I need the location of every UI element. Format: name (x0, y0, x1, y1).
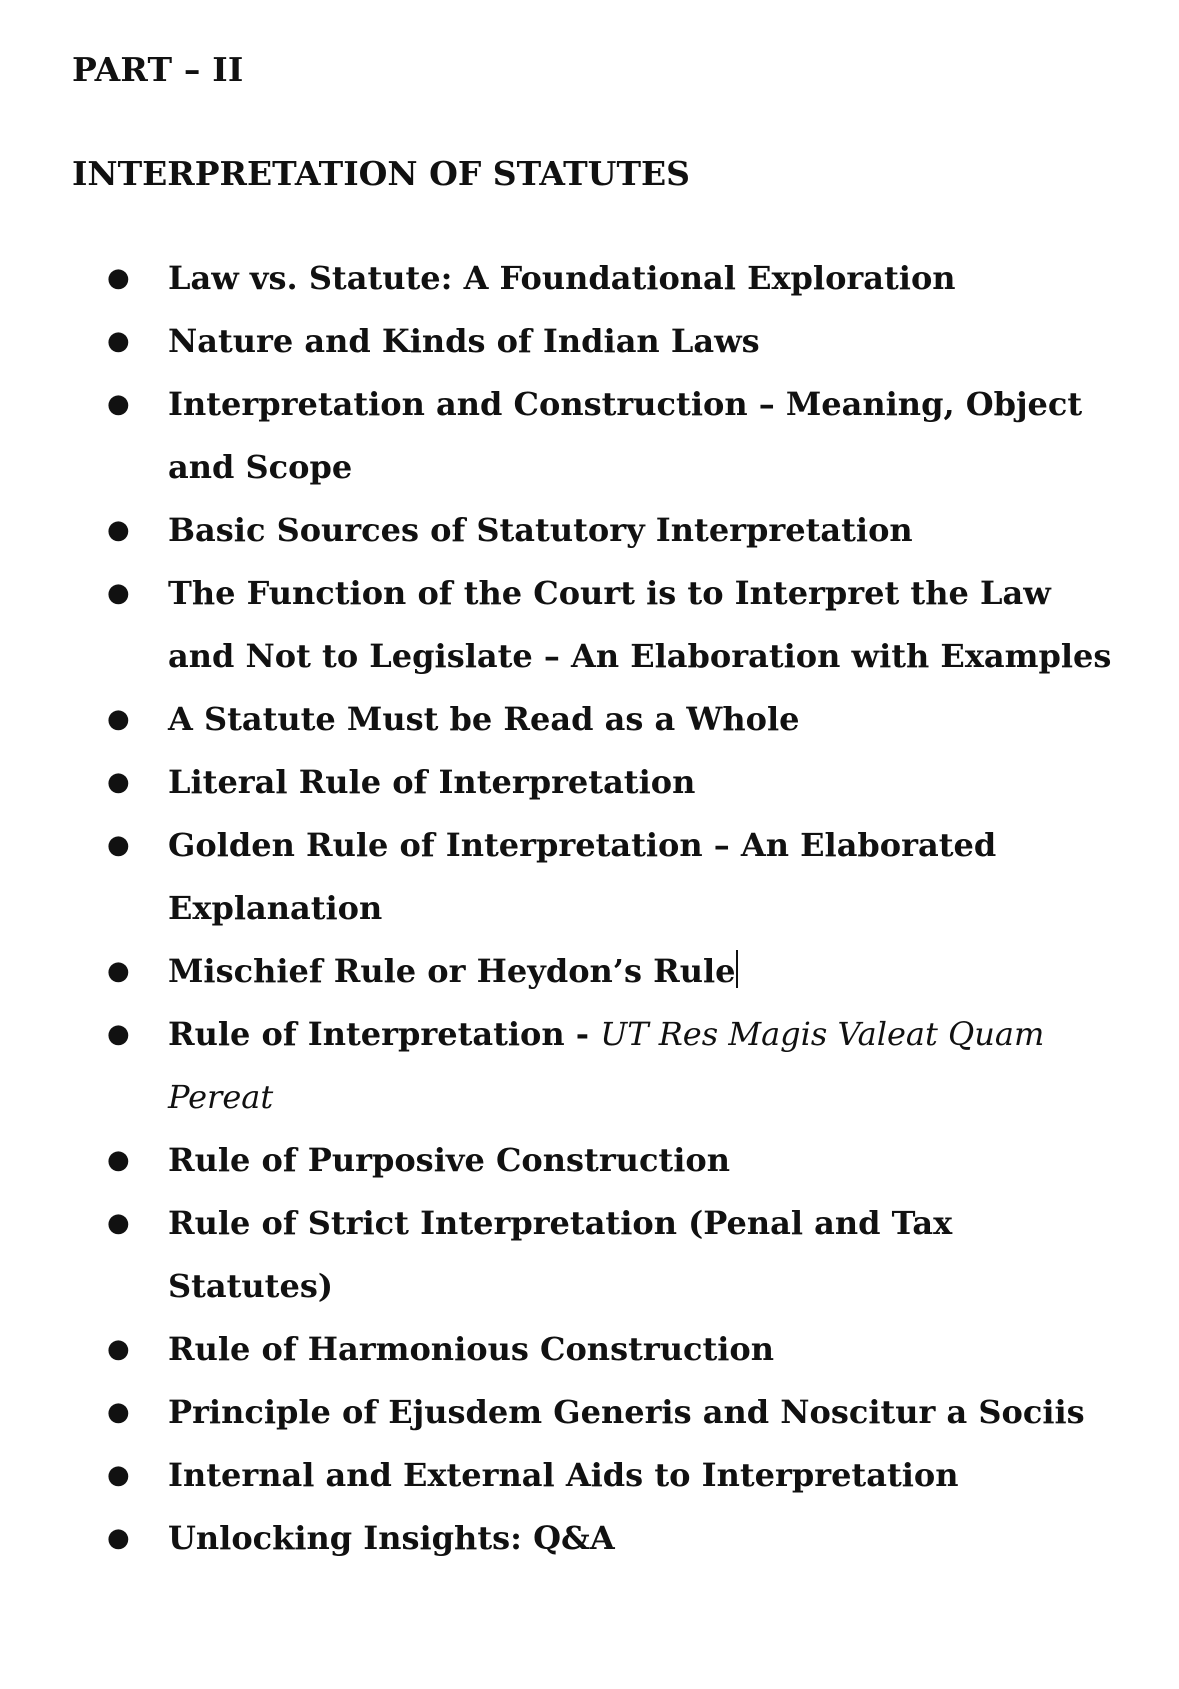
list-item-text: Principle of Ejusdem Generis and Noscitur a Sociis (168, 1393, 1085, 1431)
part-heading: PART – II (72, 50, 244, 89)
bullet-icon: ● (107, 956, 130, 986)
bullet-icon: ● (107, 515, 130, 545)
bullet-icon: ● (107, 326, 130, 356)
bullet-icon: ● (107, 389, 130, 419)
topics-list (0, 247, 1179, 1570)
list-item (0, 1192, 1179, 1318)
list-item (0, 247, 1179, 310)
list-item (0, 562, 1179, 688)
list-item (0, 1003, 1179, 1129)
list-item (0, 373, 1179, 499)
list-item (0, 814, 1179, 940)
list-item-text: Rule of Harmonious Construction (168, 1330, 775, 1368)
section-heading: INTERPRETATION OF STATUTES (72, 154, 690, 193)
list-item-text: A Statute Must be Read as a Whole (168, 700, 800, 738)
bullet-icon: ● (107, 1145, 130, 1175)
list-item-text: Mischief Rule or Heydon’s Rule (168, 952, 736, 990)
list-item-text: Interpretation and Construction – Meaning, Object and Scope (168, 385, 1083, 486)
list-item-text: Rule of Purposive Construction (168, 1141, 730, 1179)
list-item (0, 310, 1179, 373)
list-item (0, 1318, 1179, 1381)
list-item (0, 1129, 1179, 1192)
bullet-icon: ● (107, 1208, 130, 1238)
bullet-icon: ● (107, 704, 130, 734)
bullet-icon: ● (107, 1019, 130, 1049)
list-item-text: Unlocking Insights: Q&A (168, 1519, 615, 1557)
bullet-icon: ● (107, 830, 130, 860)
list-item (0, 940, 1179, 1003)
list-item (0, 751, 1179, 814)
list-item-text: Nature and Kinds of Indian Laws (168, 322, 760, 360)
list-item-text: The Function of the Court is to Interpret the Law and Not to Legislate – An Elaboration with Examples (168, 574, 1112, 675)
bullet-icon: ● (107, 263, 130, 293)
list-item-text: Law vs. Statute: A Foundational Exploration (168, 259, 956, 297)
list-item-text: Basic Sources of Statutory Interpretation (168, 511, 913, 549)
list-item (0, 1381, 1179, 1444)
list-item (0, 499, 1179, 562)
list-item (0, 1507, 1179, 1570)
list-item-text: Internal and External Aids to Interpretation (168, 1456, 959, 1494)
list-item-text: Golden Rule of Interpretation – An Elaborated Explanation (168, 826, 997, 927)
list-item-text: Rule of Interpretation - (168, 1015, 601, 1053)
bullet-icon: ● (107, 578, 130, 608)
bullet-icon: ● (107, 767, 130, 797)
list-item-text: Rule of Strict Interpretation (Penal and Tax Statutes) (168, 1204, 953, 1305)
list-item (0, 1444, 1179, 1507)
bullet-icon: ● (107, 1397, 130, 1427)
bullet-icon: ● (107, 1523, 130, 1553)
bullet-icon: ● (107, 1460, 130, 1490)
list-item (0, 688, 1179, 751)
bullet-icon: ● (107, 1334, 130, 1364)
text-cursor (736, 950, 738, 988)
list-item-text: Literal Rule of Interpretation (168, 763, 696, 801)
list-item-italic-text: UT Res Magis Valeat Quam Pereat (168, 1015, 1045, 1116)
